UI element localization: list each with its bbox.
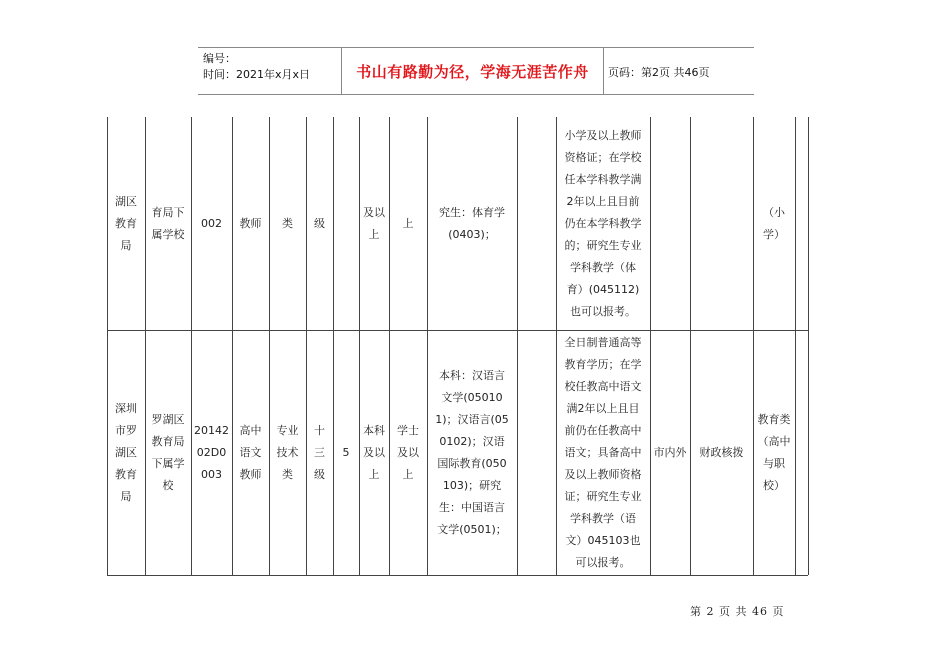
cell-position-name	[232, 330, 269, 575]
table-row-line	[107, 575, 808, 576]
cell-text: 学士及以上	[397, 423, 419, 481]
header-time-label: 时间：2021年x月x日	[203, 68, 311, 81]
cell-text: 全日制普通高等教育学历；在学校任教高中语文满2年以上且目前仍在任教高中语文；具备高中及以上教师资格证；研究生专业学科教学（语文）045103也可以报考。	[564, 335, 642, 569]
cell-position-name	[232, 117, 269, 330]
cell-text: 罗湖区教育局下属学校	[151, 412, 185, 492]
cell-text: 类	[282, 216, 293, 230]
header-meta	[203, 51, 310, 83]
table-column-line	[795, 117, 796, 575]
cell-count	[333, 117, 359, 330]
cell-education	[359, 117, 389, 330]
cell-scope	[650, 330, 690, 575]
cell-text: 财政核拨	[699, 445, 744, 459]
cell-text: 市内外	[653, 445, 687, 459]
cell-other	[556, 117, 650, 330]
cell-text: 湖区教育局	[115, 194, 137, 252]
cell-text: 上	[402, 216, 414, 230]
cell-degree	[389, 330, 427, 575]
table-column-line	[808, 117, 809, 575]
cell-department	[107, 117, 145, 330]
cell-text: 5	[342, 445, 350, 459]
header-motto: 书山有路勤为径，学海无涯苦作舟	[356, 63, 589, 81]
cell-education	[359, 330, 389, 575]
cell-text: 十三级	[314, 423, 325, 481]
cell-text: （小学）	[763, 205, 785, 241]
cell-position-code	[191, 330, 232, 575]
cell-department	[107, 330, 145, 575]
cell-category	[269, 117, 306, 330]
cell-text: 及以上	[363, 205, 385, 241]
cell-major	[427, 330, 517, 575]
cell-text: 教育类（高中与职校）	[757, 412, 791, 492]
cell-text: 教师	[239, 216, 262, 230]
cell-text: 专业技术类	[276, 423, 299, 481]
cell-blank	[517, 330, 556, 575]
cell-text: 2014202D0003	[194, 423, 229, 481]
cell-other	[556, 330, 650, 575]
cell-text: 级	[314, 216, 325, 230]
cell-major	[427, 117, 517, 330]
cell-unit	[145, 117, 191, 330]
cell-degree	[389, 117, 427, 330]
cell-exam-type	[753, 330, 795, 575]
cell-funding	[690, 330, 753, 575]
header-divider	[603, 48, 604, 94]
cell-count	[333, 330, 359, 575]
cell-level	[306, 330, 333, 575]
cell-text: 深圳市罗湖区教育局	[115, 401, 137, 503]
cell-level	[306, 117, 333, 330]
cell-text: 高中语文教师	[239, 423, 262, 481]
header-number-label: 编号：	[203, 52, 236, 65]
cell-unit	[145, 330, 191, 575]
cell-position-code	[191, 117, 232, 330]
page-header	[198, 47, 754, 95]
cell-text: 本科及以上	[363, 423, 385, 481]
cell-scope	[650, 117, 690, 330]
cell-funding	[690, 117, 753, 330]
cell-exam-type	[753, 117, 795, 330]
cell-text: 究生：体育学(0403)；	[439, 205, 505, 241]
cell-text: 本科：汉语言文学(050101)；汉语言(050102)；汉语国际教育(050103)；研究生：中国语言文学(0501)；	[435, 368, 509, 536]
cell-text: 002	[201, 216, 222, 230]
page-footer: 第 2 页 共 46 页	[690, 605, 785, 618]
cell-text: 小学及以上教师资格证；在学校任本学科教学满2年以上且目前仍在本学科教学的；研究生专业学科教学（体育）(045112)也可以报考。	[564, 128, 642, 318]
cell-category	[269, 330, 306, 575]
header-page-code: 页码：第2页 共46页	[608, 66, 710, 79]
cell-blank	[517, 117, 556, 330]
cell-text: 育局下属学校	[151, 205, 185, 241]
